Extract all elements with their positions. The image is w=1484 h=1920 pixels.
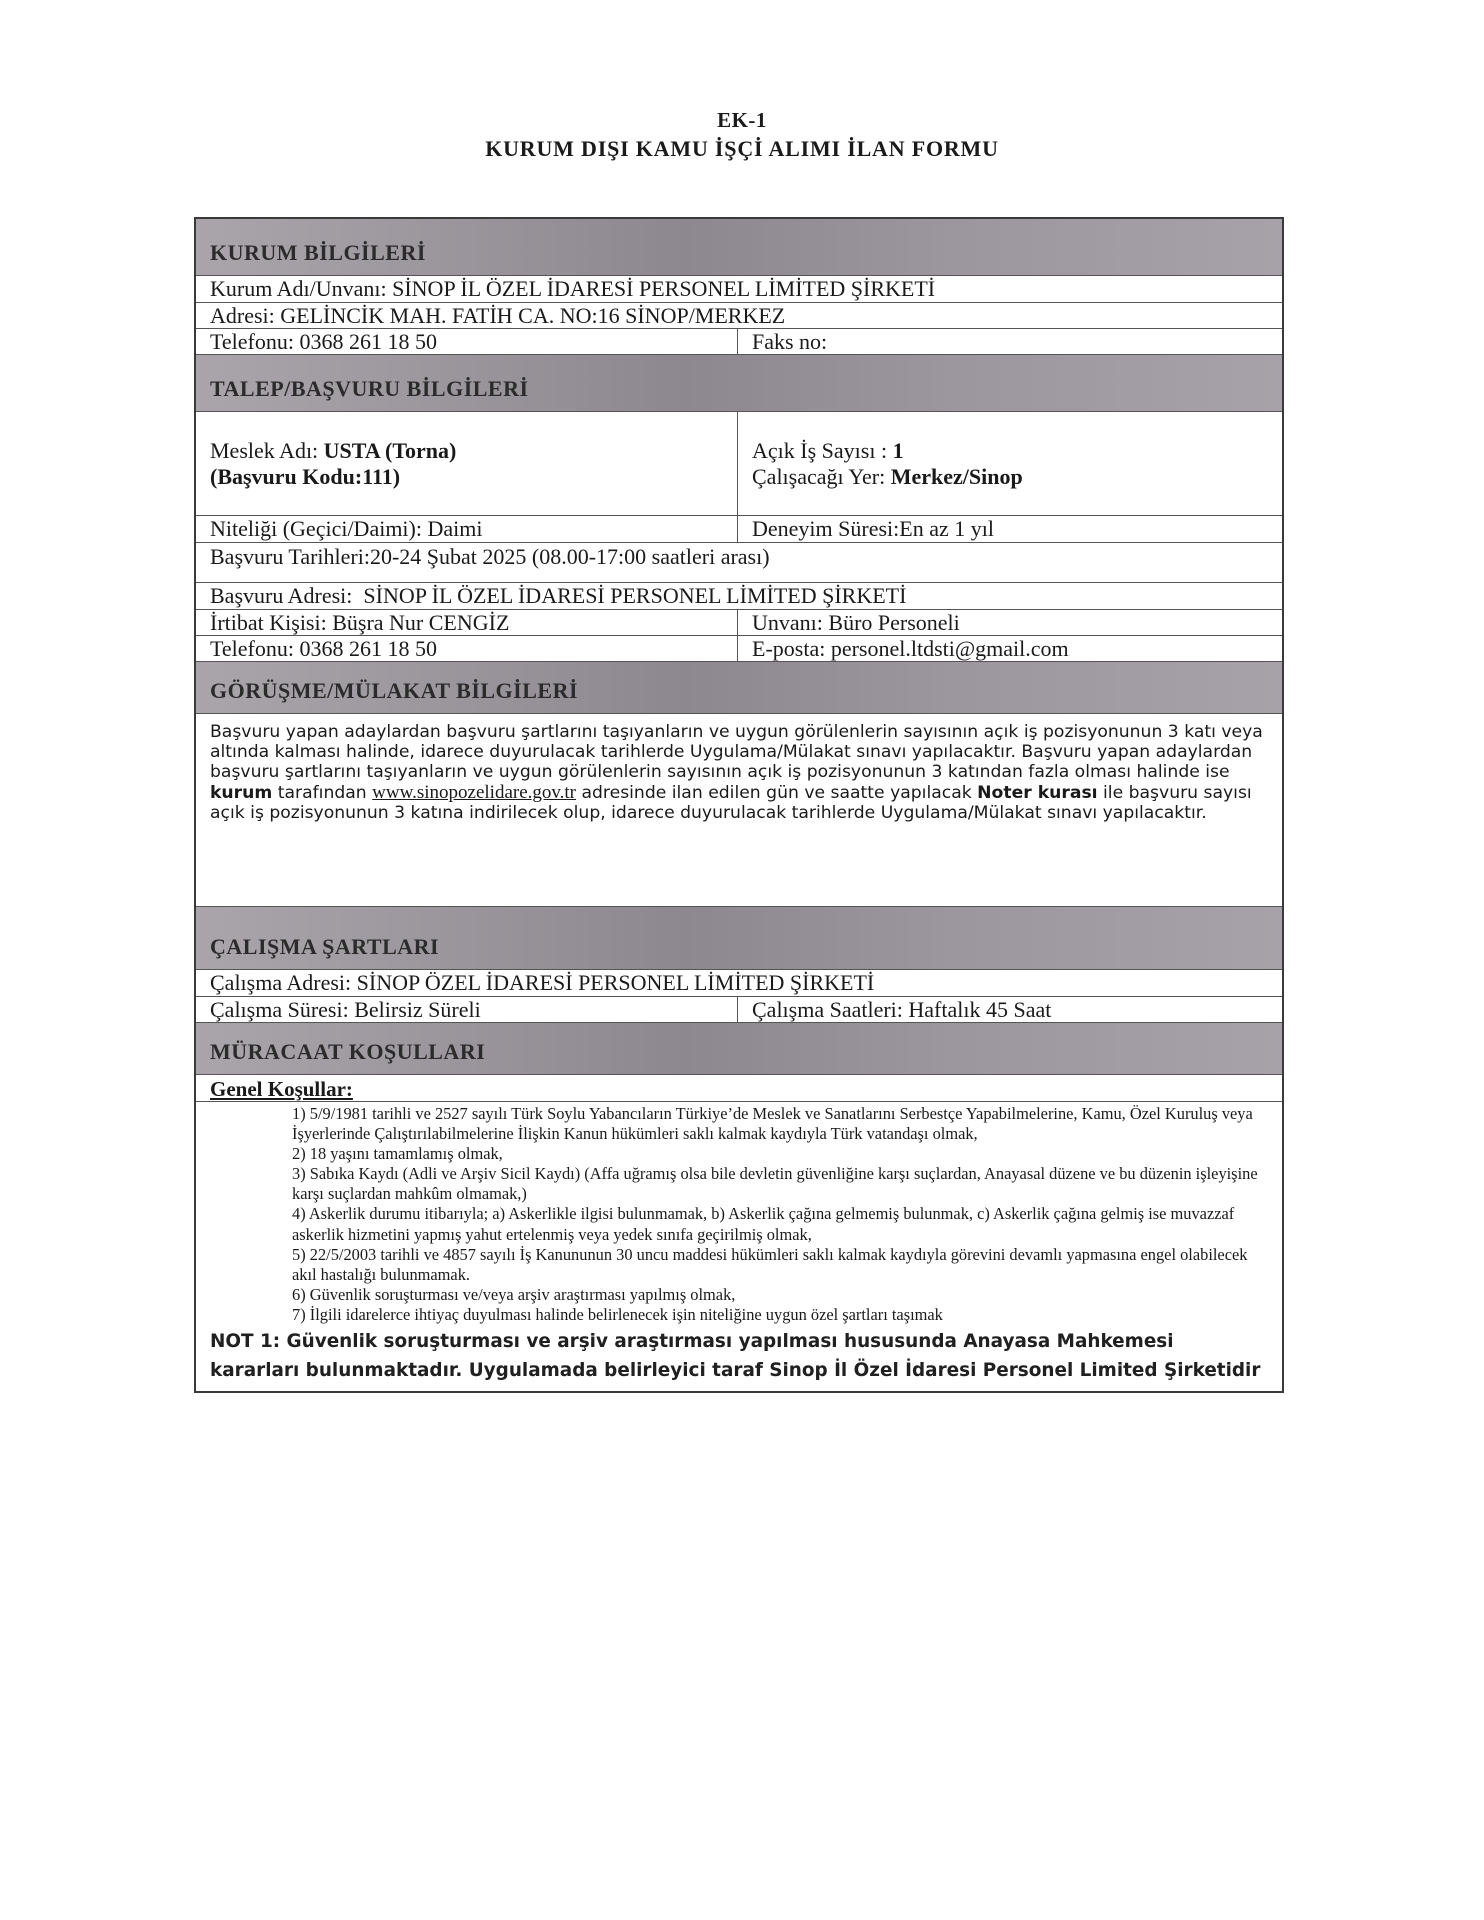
yer-value: Merkez/Sinop xyxy=(890,463,1023,489)
section-title-calisma: ÇALIŞMA ŞARTLARI xyxy=(210,934,440,959)
gorusme-text-1: Başvuru yapan adaylardan başvuru şartlarını taşıyanların ve uygun görülenlerin sayısının açık iş pozisyonunun 3 katı veya altında kalması halinde, idarece duyurulacak tarihlerde Uygulama/Mülakat sınavı yapılacaktır. Başvuru yapan adaylardan başvuru şartlarını taşıyanların ve uygun görülenlerin sayısının açık iş pozisyonunun 3 katından fazla olması halinde ise xyxy=(210,722,1263,783)
irtibat-value: Büşra Nur CENGİZ xyxy=(332,609,510,635)
section-gorusme xyxy=(196,662,1282,714)
condition-item: 3) Sabıka Kaydı (Adli ve Arşiv Sicil Kaydı) (Affa uğramış olsa bile devletin güvenliğine karşı suçlardan, Anayasal düzene ve bu düzenin işleyişine karşı suçlardan mahkûm olmamak,) xyxy=(292,1164,1258,1204)
row-basvuru-adres xyxy=(196,583,1282,610)
row-calisma-adres xyxy=(196,970,1282,997)
note-1: NOT 1: Güvenlik soruşturması ve arşiv araştırması yapılması hususunda Anayasa Mahkemesi kararları bulunmaktadır. Uygulamada belirleyici taraf Sinop İl Özel İdaresi Personel Limited Şirketidir xyxy=(210,1331,1261,1382)
eposta-value: personel.ltdsti@gmail.com xyxy=(830,635,1069,661)
genel-kosullar-title: Genel Koşullar: xyxy=(196,1075,1282,1102)
section-title-kurum: KURUM BİLGİLERİ xyxy=(210,240,426,265)
gorusme-paragraph xyxy=(196,714,1282,907)
row-kurum-phone xyxy=(196,329,1282,355)
calisma-adres-value: SİNOP ÖZEL İDARESİ PERSONEL LİMİTED ŞİRKETİ xyxy=(356,970,875,995)
row-tarih xyxy=(196,543,1282,583)
kurum-name-label: Kurum Adı/Unvanı: xyxy=(210,276,387,301)
section-muracaat xyxy=(196,1023,1282,1075)
kurum-address-label: Adresi: xyxy=(210,302,275,328)
section-calisma xyxy=(196,907,1282,970)
condition-item: 2) 18 yaşını tamamlamış olmak, xyxy=(292,1144,503,1164)
gorusme-bold-noter: Noter kurası xyxy=(977,782,1098,803)
kurum-address-value: GELİNCİK MAH. FATİH CA. NO:16 SİNOP/MERKEZ xyxy=(280,302,786,328)
section-talep xyxy=(196,355,1282,412)
conditions-list xyxy=(196,1102,1282,1325)
irtibat-label: İrtibat Kişisi: xyxy=(210,609,327,635)
row-nitelik xyxy=(196,516,1282,543)
row-kurum-name xyxy=(196,276,1282,303)
section-title-muracaat: MÜRACAAT KOŞULLARI xyxy=(210,1039,486,1064)
deneyim-value: En az 1 yıl xyxy=(899,516,994,541)
row-calisma-sure xyxy=(196,997,1282,1023)
document-header xyxy=(0,108,1484,162)
basvuru-kodu: (Başvuru Kodu:111) xyxy=(210,463,401,489)
yer-label: Çalışacağı Yer: xyxy=(752,463,886,489)
basvuru-adres-value: SİNOP İL ÖZEL İDARESİ PERSONEL LİMİTED ŞİRKETİ xyxy=(363,583,907,608)
condition-item: 4) Askerlik durumu itibarıyla; a) Askerlikle ilgisi bulunmamak, b) Askerlik çağına gelmemiş bulunmak, c) Askerlik çağına gelmiş ise muvazzaf askerlik hizmetini yapmış yahut ertelenmiş veya yedek sınıfa geçirilmiş olmak, xyxy=(292,1204,1235,1244)
condition-item: 7) İlgili idarelerce ihtiyaç duyulması halinde belirlenecek işin niteliğine uygun özel şartları taşımak xyxy=(292,1304,943,1324)
deneyim-label: Deneyim Süresi: xyxy=(752,516,900,541)
kurum-phone-value: 0368 261 18 50 xyxy=(299,328,437,354)
meslek-value: USTA (Torna) xyxy=(323,437,457,463)
unvan-value: Büro Personeli xyxy=(828,609,960,635)
kurum-name-value: SİNOP İL ÖZEL İDARESİ PERSONEL LİMİTED ŞİRKETİ xyxy=(392,276,936,301)
section-kurum xyxy=(196,219,1282,276)
telefon-label: Telefonu: xyxy=(210,635,294,661)
row-irtibat xyxy=(196,610,1282,636)
calisma-adres-label: Çalışma Adresi: xyxy=(210,970,352,995)
condition-item: 6) Güvenlik soruşturması ve/veya arşiv araştırması yapılmış olmak, xyxy=(292,1284,736,1304)
unvan-label: Unvanı: xyxy=(752,609,823,635)
gorusme-text-2: tarafından xyxy=(277,782,367,803)
section-title-gorusme: GÖRÜŞME/MÜLAKAT BİLGİLERİ xyxy=(210,678,579,703)
row-iletisim xyxy=(196,636,1282,662)
gorusme-bold-kurum: kurum xyxy=(210,782,273,803)
annex-code: EK-1 xyxy=(717,108,767,132)
calisma-sure-label: Çalışma Süresi: xyxy=(210,996,349,1022)
gorusme-url-link[interactable]: www.sinopozelidare.gov.tr xyxy=(372,781,577,803)
tarih-value: 20-24 Şubat 2025 (08.00-17:00 saatleri arası) xyxy=(369,544,770,569)
form-title: KURUM DIŞI KAMU İŞÇİ ALIMI İLAN FORMU xyxy=(485,136,999,161)
kurum-fax-label: Faks no: xyxy=(752,328,828,354)
calisma-saat-label: Çalışma Saatleri: xyxy=(752,996,903,1022)
calisma-saat-value: Haftalık 45 Saat xyxy=(908,996,1052,1022)
calisma-sure-value: Belirsiz Süreli xyxy=(354,996,481,1022)
gorusme-text-4: ile başvuru sayısı açık iş pozisyonunun 3 katına indirilecek olup, idarece duyurulacak tarihlerde Uygulama/Mülakat sınavı yapılacaktır. xyxy=(210,782,1252,823)
nitelik-label: Niteliği (Geçici/Daimi): xyxy=(210,516,422,541)
condition-item: 5) 22/5/2003 tarihli ve 4857 sayılı İş Kanununun 30 uncu maddesi hükümleri saklı kalmak kaydıyla görevini devamlı yapmasına engel olabilecek akıl hastalığı bulunmamak. xyxy=(292,1244,1248,1284)
telefon-value: 0368 261 18 50 xyxy=(299,635,437,661)
basvuru-adres-label: Başvuru Adresi: xyxy=(210,583,353,608)
acik-is-value: 1 xyxy=(892,437,904,463)
row-meslek xyxy=(196,412,1282,516)
meslek-label: Meslek Adı: xyxy=(210,437,319,463)
condition-item: 1) 5/9/1981 tarihli ve 2527 sayılı Türk Soylu Yabancıların Türkiye’de Meslek ve Sanatlarını Serbestçe Yapabilmelerine, Kamu, Özel Kuruluş veya İşyerlerinde Çalıştırılabilmelerine İlişkin Kanun hükümleri saklı kalmak kaydıyla Türk vatandaşı olmak, xyxy=(292,1104,1253,1144)
gorusme-text-3: adresinde ilan edilen gün ve saatte yapılacak xyxy=(581,782,972,803)
row-kurum-address xyxy=(196,303,1282,329)
eposta-label: E-posta: xyxy=(752,635,826,661)
section-title-talep: TALEP/BAŞVURU BİLGİLERİ xyxy=(210,376,529,401)
announcement-form xyxy=(194,217,1284,1393)
acik-is-label: Açık İş Sayısı : xyxy=(752,437,888,463)
tarih-label: Başvuru Tarihleri: xyxy=(210,544,370,569)
nitelik-value: Daimi xyxy=(427,516,483,541)
kurum-phone-label: Telefonu: xyxy=(210,328,294,354)
